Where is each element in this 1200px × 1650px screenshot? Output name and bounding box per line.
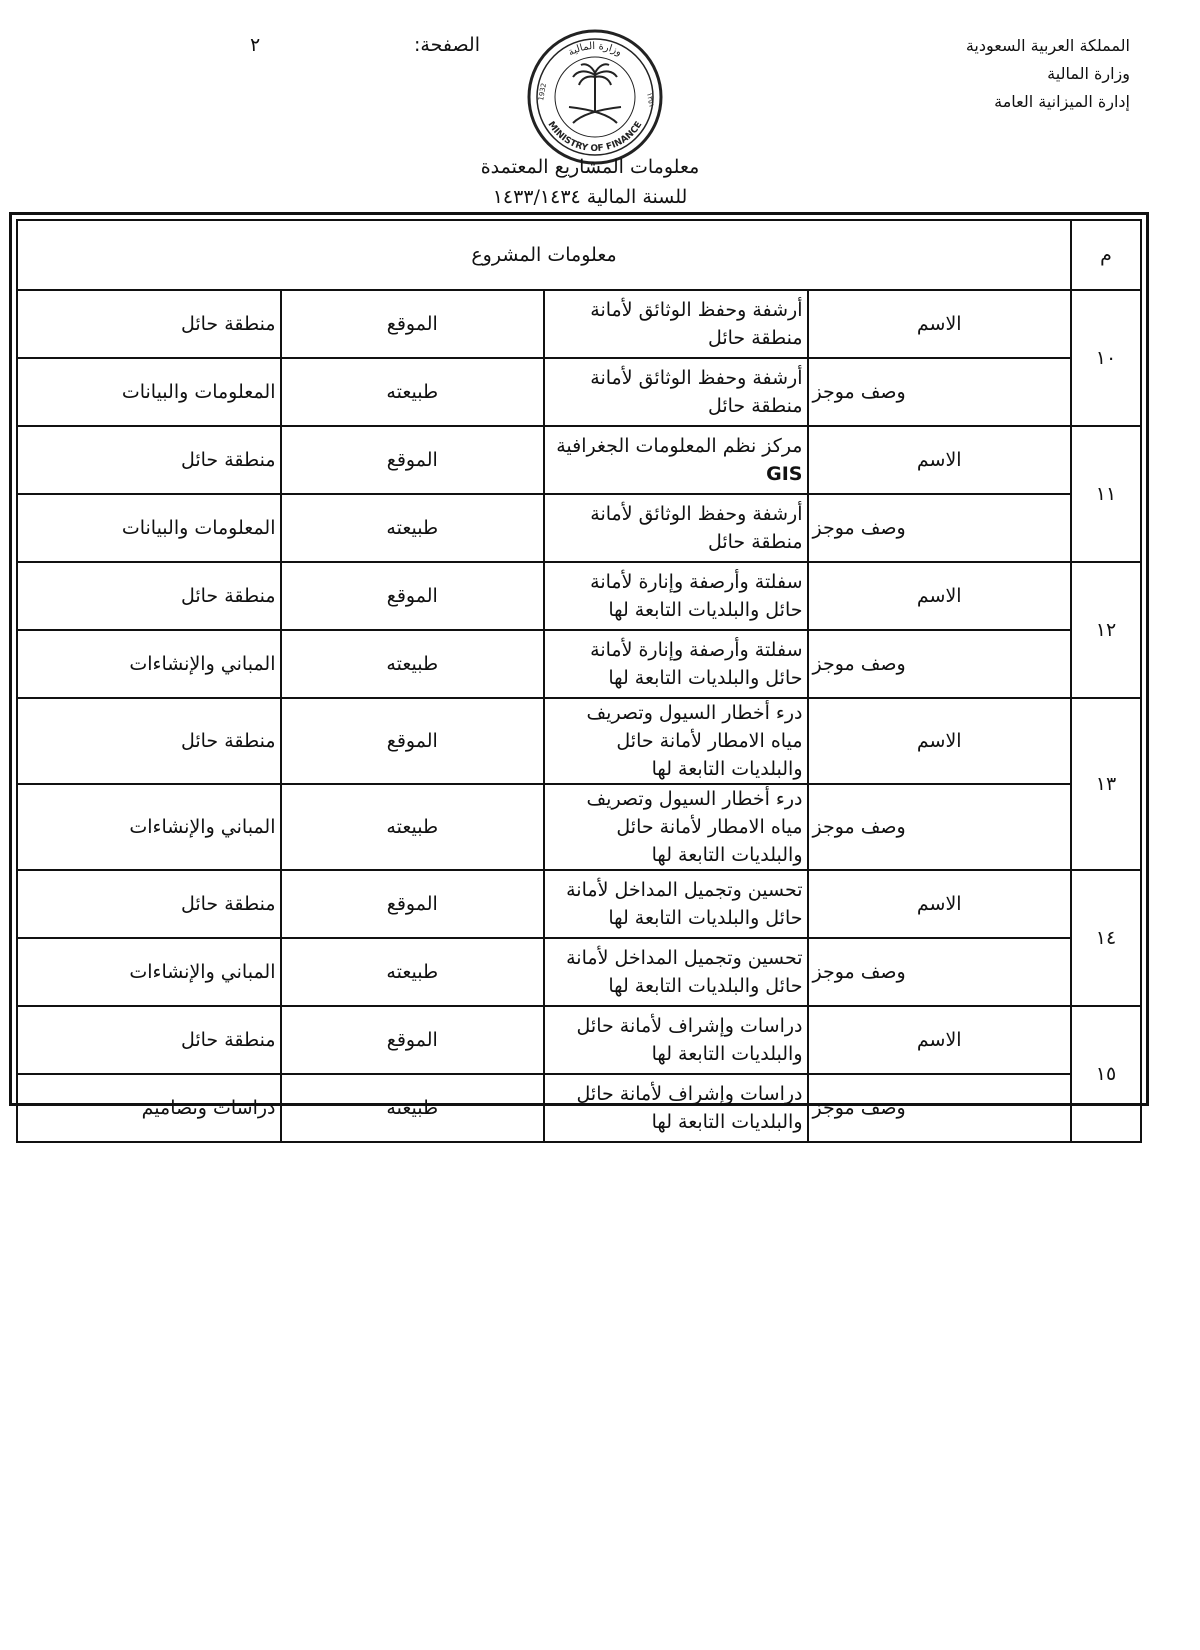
ministry-seal-logo: [525, 27, 665, 167]
nature-label: طبيعته: [281, 1074, 545, 1142]
location-label: الموقع: [281, 698, 545, 784]
project-description: دراسات وإشراف لأمانة حائل والبلديات التابعة لها: [544, 1074, 808, 1142]
project-name: [544, 290, 808, 358]
location-label: الموقع: [281, 562, 545, 630]
project-name: [544, 562, 808, 630]
table-row: [17, 494, 1141, 562]
table-row: [17, 426, 1141, 494]
project-name-text: سفلتة وأرصفة وإنارة لأمانة حائل والبلديات التابعة لها: [590, 571, 803, 621]
name-label: الاسم: [808, 290, 1072, 358]
project-name: [544, 426, 808, 494]
page-label: الصفحة:: [413, 34, 480, 56]
title-line-1: معلومات المشاريع المعتمدة: [480, 156, 700, 178]
project-name: [544, 870, 808, 938]
project-location: منطقة حائل: [17, 1006, 281, 1074]
project-location: منطقة حائل: [17, 426, 281, 494]
project-number: ١٢: [1071, 562, 1141, 698]
name-label: الاسم: [808, 870, 1072, 938]
project-name-text: درء أخطار السيول وتصريف مياه الامطار لأمانة حائل والبلديات التابعة لها: [586, 702, 803, 780]
table-row: [17, 870, 1141, 938]
project-nature: المباني والإنشاءات: [17, 630, 281, 698]
project-description: تحسين وتجميل المداخل لأمانة حائل والبلديات التابعة لها: [544, 938, 808, 1006]
project-description: درء أخطار السيول وتصريف مياه الامطار لأمانة حائل والبلديات التابعة لها: [544, 784, 808, 870]
project-name-text: أرشفة وحفظ الوثائق لأمانة منطقة حائل: [590, 299, 803, 349]
projects-table-frame: [9, 212, 1149, 1133]
name-label: الاسم: [808, 426, 1072, 494]
description-label: وصف موجز: [808, 784, 1072, 870]
palm-swords-emblem: [569, 64, 621, 123]
project-name-text: تحسين وتجميل المداخل لأمانة حائل والبلديات التابعة لها: [566, 879, 803, 929]
project-location: منطقة حائل: [17, 562, 281, 630]
table-row: [17, 1006, 1141, 1074]
project-name: [544, 1006, 808, 1074]
name-label: الاسم: [808, 1006, 1072, 1074]
project-location: منطقة حائل: [17, 290, 281, 358]
nature-label: طبيعته: [281, 630, 545, 698]
project-number: ١٣: [1071, 698, 1141, 870]
table-row: [17, 358, 1141, 426]
header-number: م: [1071, 220, 1141, 290]
nature-label: طبيعته: [281, 938, 545, 1006]
document-title: [0, 152, 1200, 212]
project-description: سفلتة وأرصفة وإنارة لأمانة حائل والبلديات التابعة لها: [544, 630, 808, 698]
project-number: ١١: [1071, 426, 1141, 562]
table-row: [17, 1074, 1141, 1142]
location-label: الموقع: [281, 870, 545, 938]
name-label: الاسم: [808, 698, 1072, 784]
kingdom-name: المملكة العربية السعودية: [965, 36, 1130, 55]
project-number: ١٠: [1071, 290, 1141, 426]
location-label: الموقع: [281, 1006, 545, 1074]
project-location: منطقة حائل: [17, 698, 281, 784]
table-row: [17, 290, 1141, 358]
seal-year-hijri: ١٣٥١: [645, 91, 656, 109]
header-project-info: معلومات المشروع: [17, 220, 1071, 290]
table-row: [17, 562, 1141, 630]
project-nature: المباني والإنشاءات: [17, 784, 281, 870]
name-label: الاسم: [808, 562, 1072, 630]
nature-label: طبيعته: [281, 358, 545, 426]
page-number: ٢: [250, 34, 261, 56]
ministry-name: وزارة المالية: [1047, 64, 1130, 83]
title-line-2: للسنة المالية ١٤٣٣/١٤٣٤: [492, 186, 688, 208]
project-nature: المباني والإنشاءات: [17, 938, 281, 1006]
table-row: [17, 784, 1141, 870]
table-row: [17, 630, 1141, 698]
project-number: ١٤: [1071, 870, 1141, 1006]
description-label: وصف موجز: [808, 938, 1072, 1006]
description-label: وصف موجز: [808, 494, 1072, 562]
table-row: [17, 938, 1141, 1006]
letterhead: [890, 32, 1130, 116]
project-nature: المعلومات والبيانات: [17, 494, 281, 562]
table-row: [17, 698, 1141, 784]
project-nature: المعلومات والبيانات: [17, 358, 281, 426]
project-name-suffix: GIS: [766, 463, 803, 485]
seal-arabic-text: وزارة المالية: [566, 40, 624, 59]
project-description: أرشفة وحفظ الوثائق لأمانة منطقة حائل: [544, 358, 808, 426]
nature-label: طبيعته: [281, 494, 545, 562]
project-name-text: مركز نظم المعلومات الجغرافية: [556, 435, 803, 457]
description-label: وصف موجز: [808, 630, 1072, 698]
project-name-text: دراسات وإشراف لأمانة حائل والبلديات التابعة لها: [576, 1015, 803, 1065]
seal-english-text: MINISTRY OF FINANCE: [545, 119, 645, 155]
project-nature: دراسات وتصاميم: [17, 1074, 281, 1142]
location-label: الموقع: [281, 426, 545, 494]
description-label: وصف موجز: [808, 358, 1072, 426]
nature-label: طبيعته: [281, 784, 545, 870]
location-label: الموقع: [281, 290, 545, 358]
project-location: منطقة حائل: [17, 870, 281, 938]
project-name: [544, 698, 808, 784]
department-name: إدارة الميزانية العامة: [994, 92, 1130, 111]
description-label: وصف موجز: [808, 1074, 1072, 1142]
project-description: أرشفة وحفظ الوثائق لأمانة منطقة حائل: [544, 494, 808, 562]
projects-table: [16, 219, 1142, 1143]
project-number: ١٥: [1071, 1006, 1141, 1142]
seal-year-gregorian: 1932: [537, 82, 549, 102]
table-header-row: [17, 220, 1141, 290]
